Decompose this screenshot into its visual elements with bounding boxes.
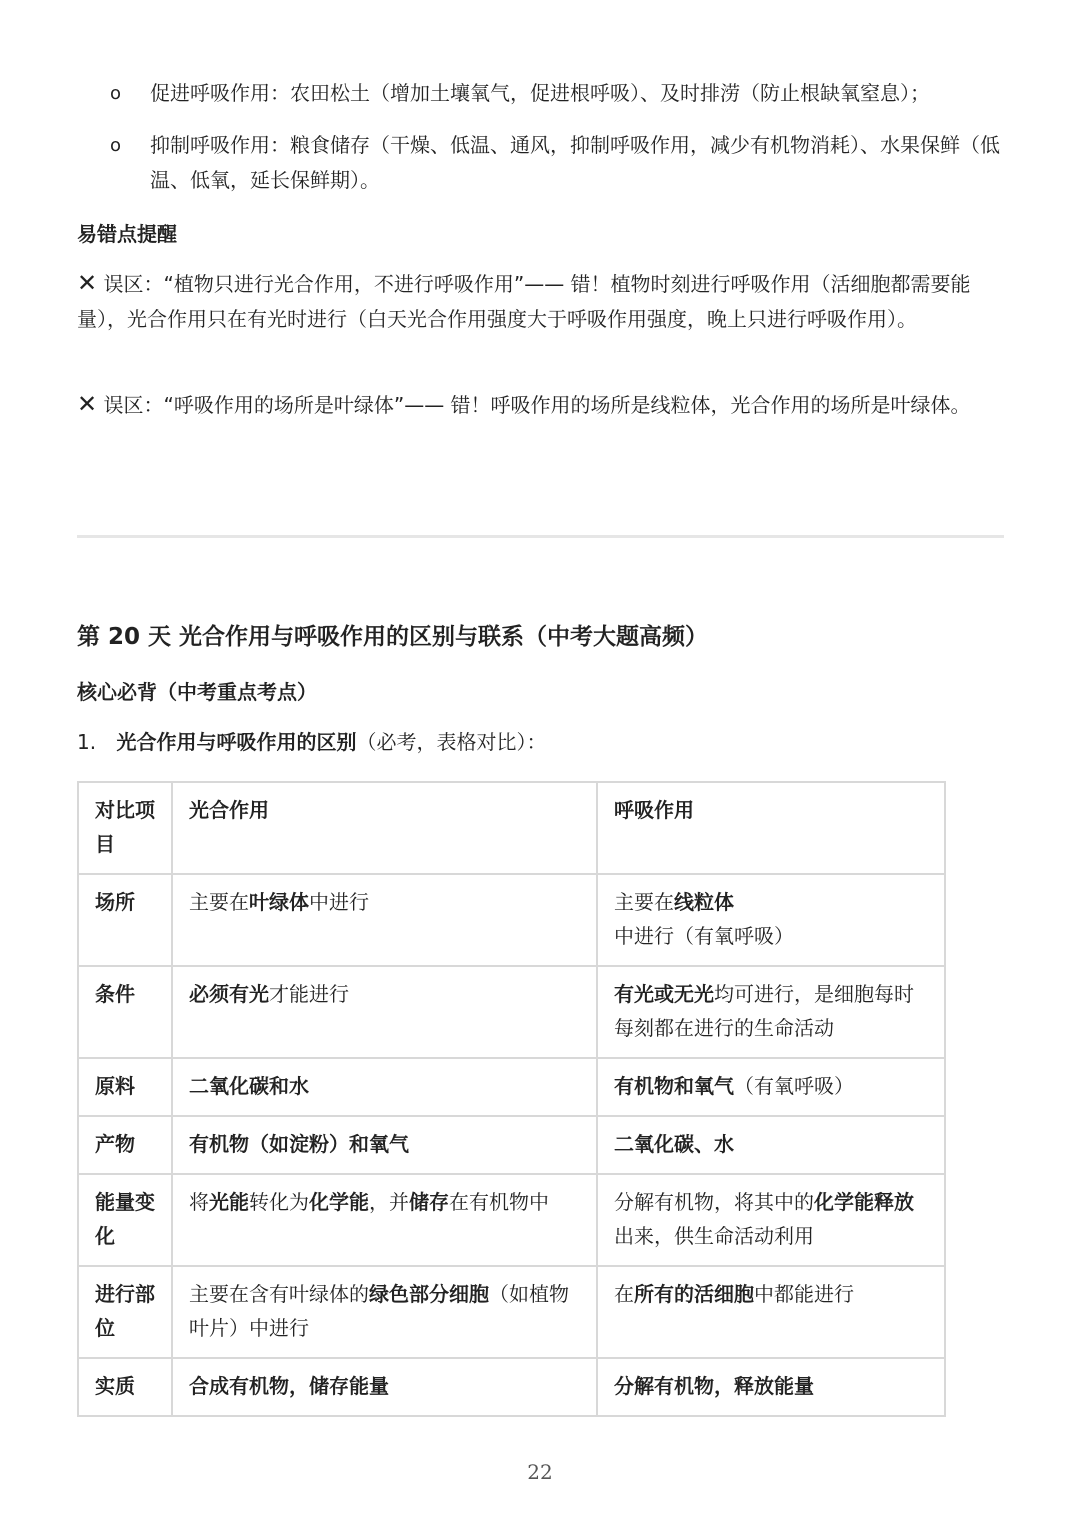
bullet-marker: o xyxy=(110,83,122,104)
mistakes-heading: 易错点提醒 xyxy=(77,222,177,246)
bullet-inhibit-respiration xyxy=(110,128,1010,198)
table-row xyxy=(78,1058,945,1116)
x-mark-icon: ✕ xyxy=(77,269,98,297)
table-row xyxy=(78,1174,945,1266)
respiration-cell: 二氧化碳、水 xyxy=(597,1116,945,1174)
photosynthesis-cell: 二氧化碳和水 xyxy=(172,1058,597,1116)
core-heading: 核心必背（中考重点考点） xyxy=(77,680,317,704)
header-cell-respiration: 呼吸作用 xyxy=(597,782,945,874)
row-label: 条件 xyxy=(78,966,172,1058)
mistake-item-2 xyxy=(77,387,1007,423)
row-label: 原料 xyxy=(78,1058,172,1116)
respiration-cell: 有光或无光均可进行，是细胞每时每刻都在进行的生命活动 xyxy=(597,966,945,1058)
mistake-item-1 xyxy=(77,266,1007,337)
table-row xyxy=(78,1358,945,1416)
table-header-row xyxy=(78,782,945,874)
respiration-cell: 主要在线粒体 中进行（有氧呼吸） xyxy=(597,874,945,966)
table-row xyxy=(78,1116,945,1174)
day-title: 第 20 天 光合作用与呼吸作用的区别与联系（中考大题高频） xyxy=(77,624,709,650)
photosynthesis-cell: 合成有机物，储存能量 xyxy=(172,1358,597,1416)
row-label: 实质 xyxy=(78,1358,172,1416)
table-row xyxy=(78,966,945,1058)
bullet-text: 促进呼吸作用：农田松土（增加土壤氧气，促进根呼吸）、及时排涝（防止根缺氧窒息）； xyxy=(150,81,930,105)
comparison-table xyxy=(77,781,946,1417)
bullet-text: 抑制呼吸作用：粮食储存（干燥、低温、通风，抑制呼吸作用，减少有机物消耗）、水果保鲜（低温、低氧，延长保鲜期）。 xyxy=(150,133,1000,192)
bullet-marker: o xyxy=(110,135,122,156)
respiration-cell: 分解有机物，释放能量 xyxy=(597,1358,945,1416)
row-label: 场所 xyxy=(78,874,172,966)
row-label: 产物 xyxy=(78,1116,172,1174)
item-note: （必考，表格对比）： xyxy=(356,730,547,754)
mistake-text: 误区：“植物只进行光合作用，不进行呼吸作用”—— 错！植物时刻进行呼吸作用（活细胞都需要能量），光合作用只在有光时进行（白天光合作用强度大于呼吸作用强度，晚上只进行呼吸作用）。 xyxy=(77,272,971,331)
photosynthesis-cell: 将光能转化为化学能，并储存在有机物中 xyxy=(172,1174,597,1266)
x-mark-icon: ✕ xyxy=(77,390,98,418)
respiration-cell: 分解有机物，将其中的化学能释放出来，供生命活动利用 xyxy=(597,1174,945,1266)
bullet-promote-respiration xyxy=(110,76,1010,111)
item-title: 光合作用与呼吸作用的区别 xyxy=(116,730,357,754)
mistake-text: 误区：“呼吸作用的场所是叶绿体”—— 错！呼吸作用的场所是线粒体，光合作用的场所是叶绿体。 xyxy=(103,393,971,417)
photosynthesis-cell: 有机物（如淀粉）和氧气 xyxy=(172,1116,597,1174)
photosynthesis-cell: 必须有光才能进行 xyxy=(172,966,597,1058)
row-label: 进行部位 xyxy=(78,1266,172,1358)
section-divider xyxy=(77,535,1004,538)
numbered-item-1 xyxy=(77,726,546,755)
header-cell-photosynthesis: 光合作用 xyxy=(172,782,597,874)
table-row xyxy=(78,1266,945,1358)
header-cell-item: 对比项目 xyxy=(78,782,172,874)
item-number: 1. xyxy=(77,730,97,754)
page-number: 22 xyxy=(527,1460,553,1484)
table-row xyxy=(78,874,945,966)
respiration-cell: 有机物和氧气（有氧呼吸） xyxy=(597,1058,945,1116)
respiration-cell: 在所有的活细胞中都能进行 xyxy=(597,1266,945,1358)
photosynthesis-cell: 主要在叶绿体中进行 xyxy=(172,874,597,966)
row-label: 能量变化 xyxy=(78,1174,172,1266)
photosynthesis-cell: 主要在含有叶绿体的绿色部分细胞（如植物叶片）中进行 xyxy=(172,1266,597,1358)
